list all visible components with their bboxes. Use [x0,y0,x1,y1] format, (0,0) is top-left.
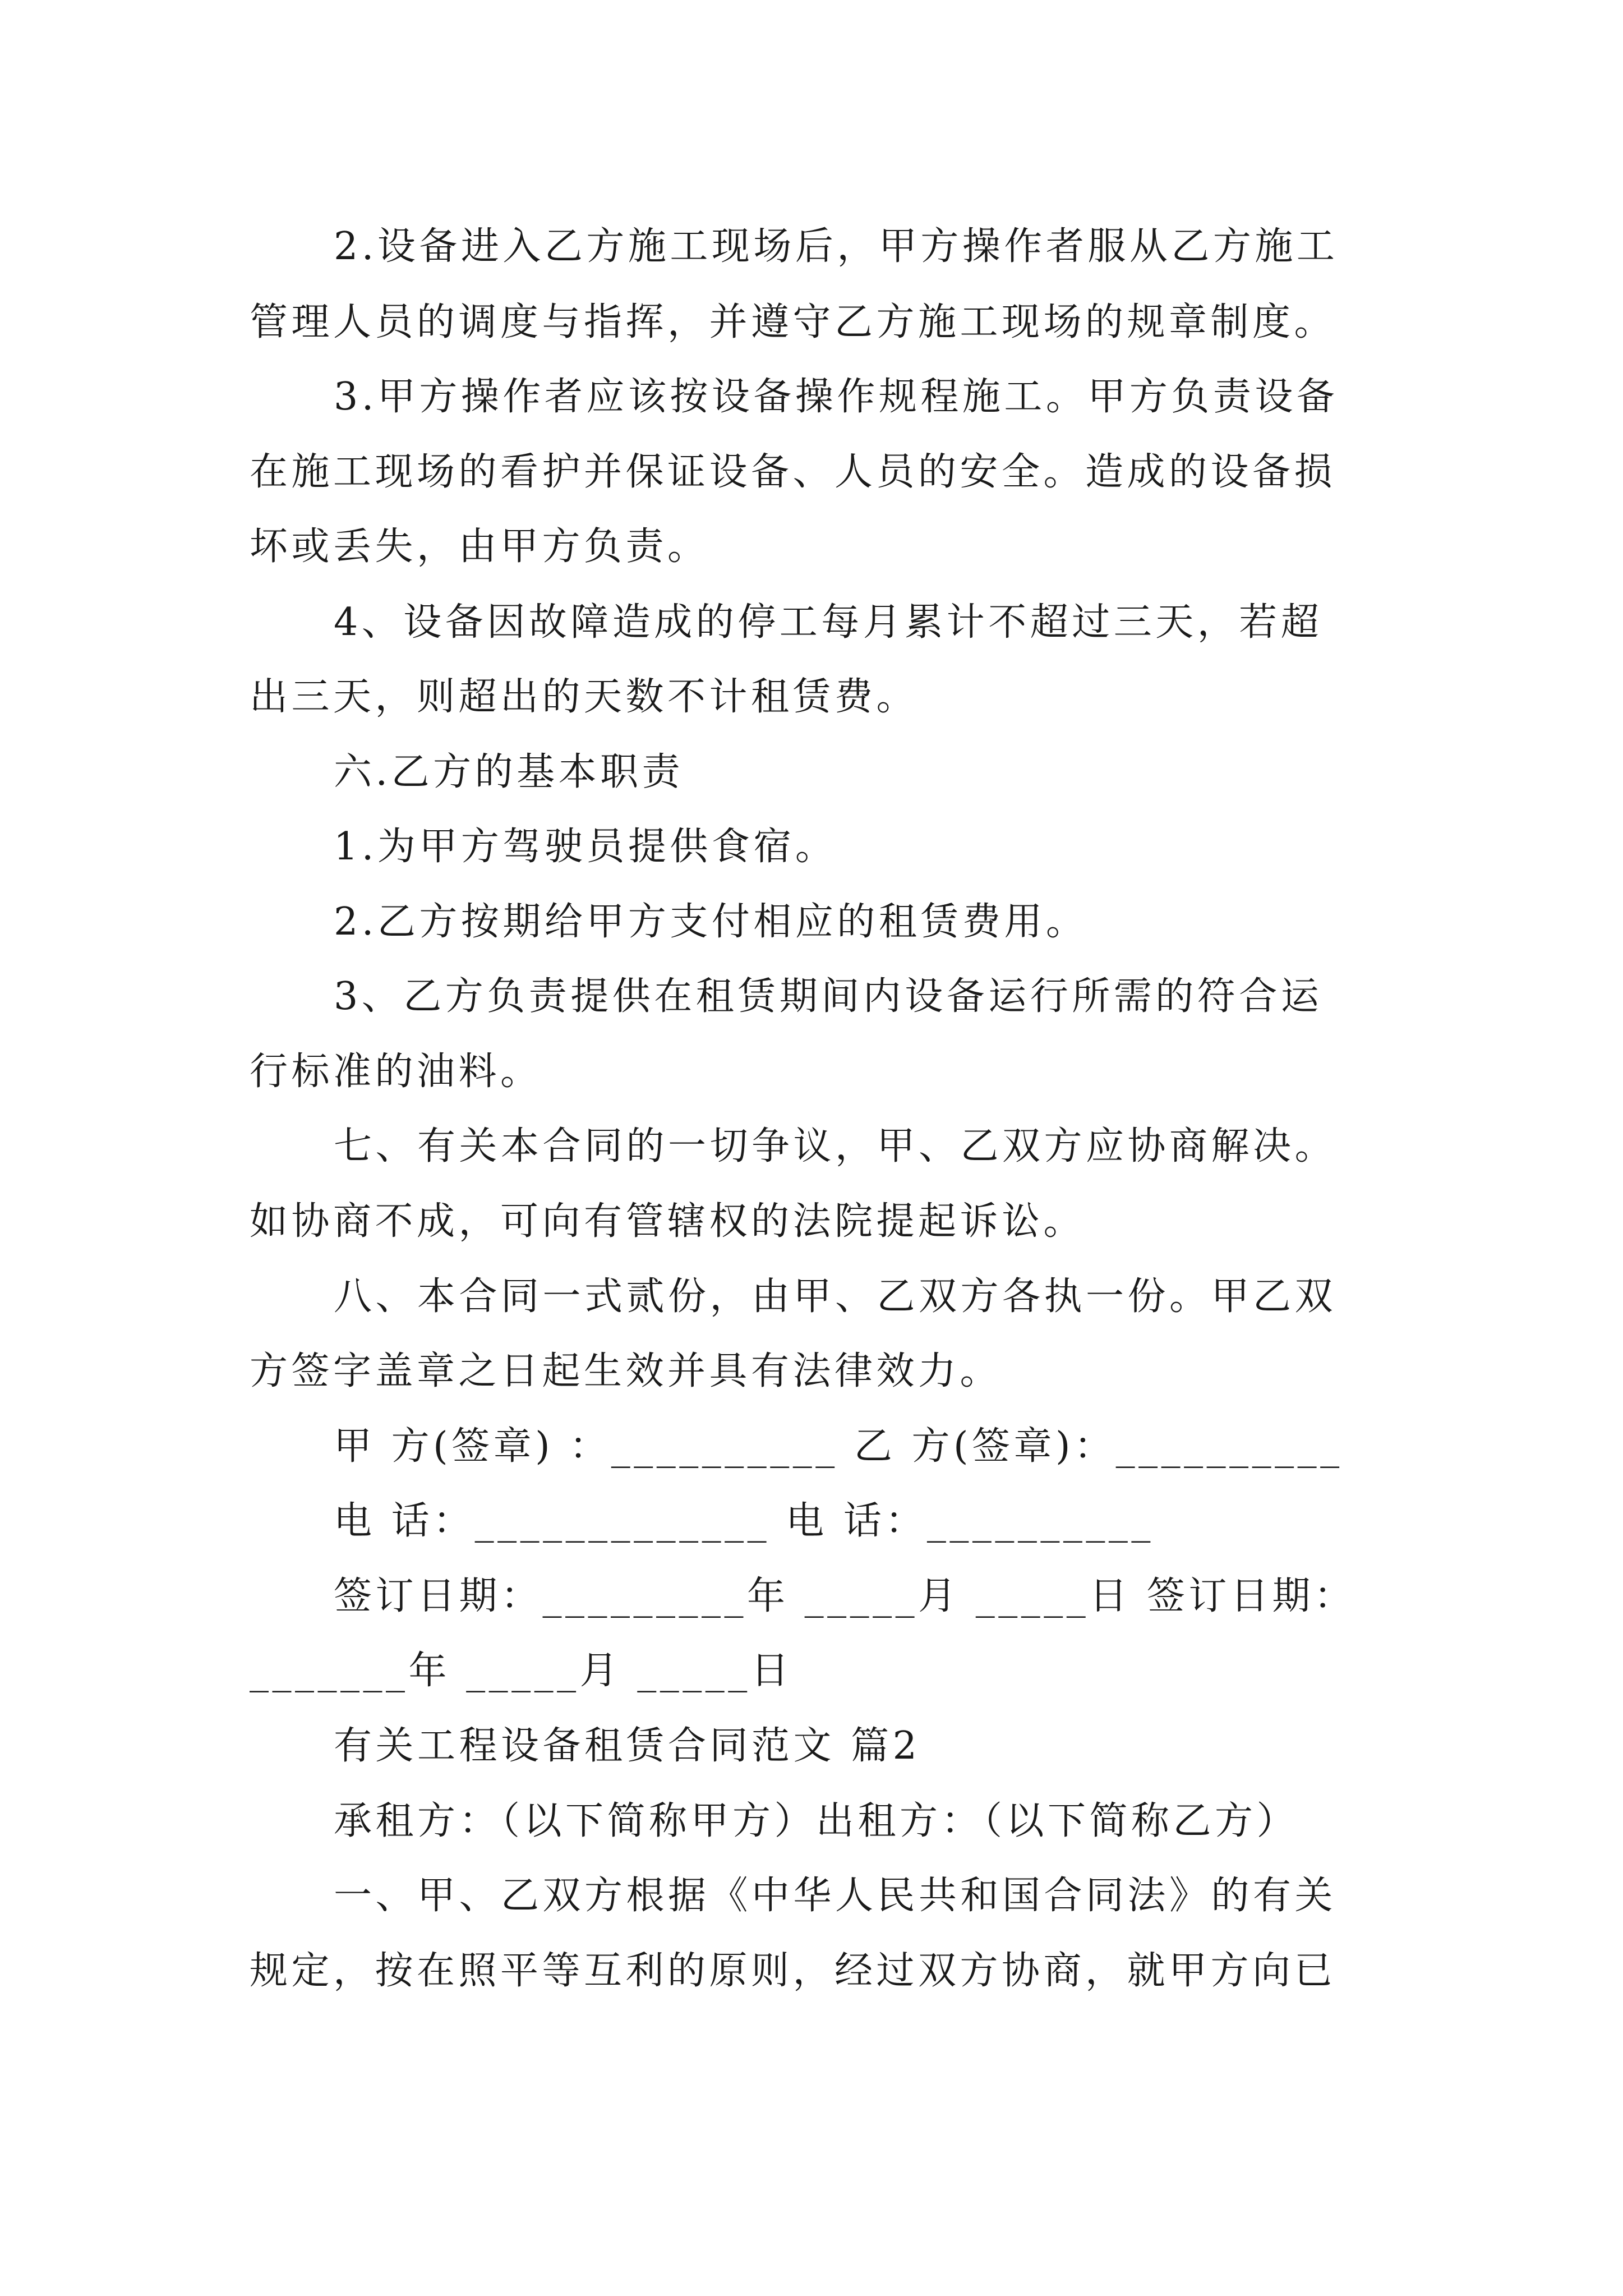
paragraph-line: 出三天，则超出的天数不计租赁费。 [250,675,919,719]
paragraph-line: 坏或丢失，由甲方负责。 [250,524,709,569]
paragraph-line: 行标准的油料。 [250,1050,542,1094]
parties-line: 承租方：（以下简称甲方）出租方：（以下简称乙方） [334,1799,1299,1843]
paragraph-line: 方签字盖章之日起生效并具有法律效力。 [250,1349,1002,1393]
signature-line: 甲 方(签章) ：__________ 乙 方(签章)：__________ [334,1424,1343,1469]
paragraph-line: 八、本合同一式贰份，由甲、乙双方各执一份。甲乙双 [334,1274,1337,1319]
paragraph-line: 七、有关本合同的一切争议，甲、乙双方应协商解决。 [334,1124,1337,1168]
sign-date-line: 签订日期：_________年 _____月 _____日 签订日期： [334,1574,1356,1618]
section-heading: 六.乙方的基本职责 [334,750,684,794]
paragraph-line: 3、乙方负责提供在租赁期间内设备运行所需的符合运 [334,974,1323,1019]
paragraph-line: 在施工现场的看护并保证设备、人员的安全。造成的设备损 [250,450,1336,494]
paragraph-line: 如协商不成，可向有管辖权的法院提起诉讼。 [250,1199,1086,1244]
paragraph-line: 规定，按在照平等互利的原则，经过双方协商，就甲方向已 [250,1949,1336,1993]
paragraph-line: 一、甲、乙双方根据《中华人民共和国合同法》的有关 [334,1874,1337,1918]
paragraph-line: 2.乙方按期给甲方支付相应的租赁费用。 [334,900,1088,944]
paragraph-line: 3.甲方操作者应该按设备操作规程施工。甲方负责设备 [334,375,1339,419]
paragraph-line: 1.为甲方驾驶员提供食宿。 [334,825,837,869]
paragraph-line: 管理人员的调度与指挥，并遵守乙方施工现场的规章制度。 [250,300,1336,344]
sign-date-line: _______年 _____月 _____日 [250,1649,793,1693]
phone-line: 电 话：_____________ 电 话：__________ [334,1499,1154,1543]
section-title: 有关工程设备租赁合同范文 篇2 [334,1724,921,1768]
paragraph-line: 2.设备进入乙方施工现场后，甲方操作者服从乙方施工 [334,224,1339,269]
paragraph-line: 4、设备因故障造成的停工每月累计不超过三天，若超 [334,600,1323,645]
